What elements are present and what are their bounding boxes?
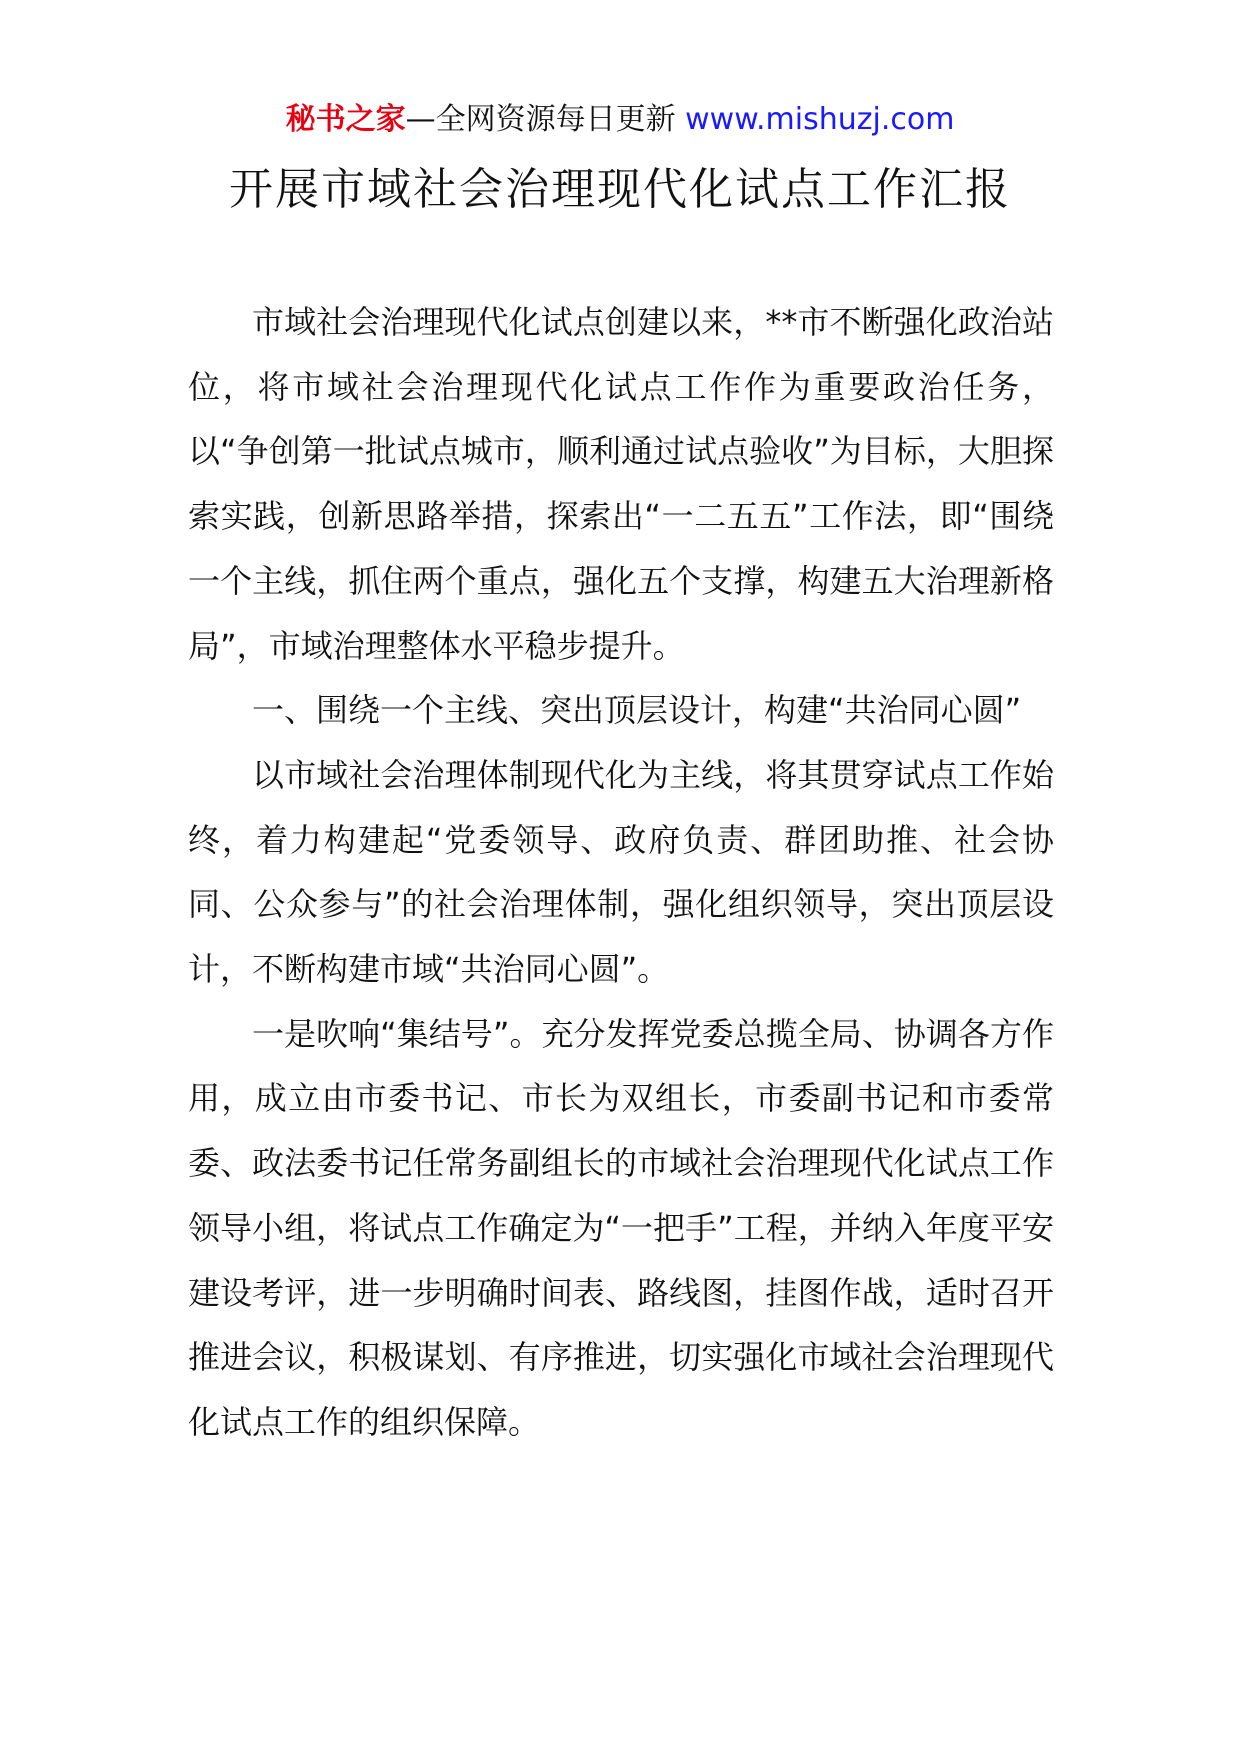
paragraph-section-1: 以市域社会治理体制现代化为主线，将其贯穿试点工作始终，着力构建起“党委领导、政府负责、群团助推、社会协同、公众参与”的社会治理体制，强化组织领导，突出顶层设计，不断构建市域“共治同心圆”。 — [188, 755, 1054, 989]
document-title: 开展市域社会治理现代化试点工作汇报 — [229, 164, 1011, 215]
header-slogan: —全网资源每日更新 — [405, 102, 676, 137]
site-header — [0, 98, 1240, 142]
document-body — [188, 290, 1054, 1455]
paragraph-intro: 市域社会治理现代化试点创建以来，**市不断强化政治站位，将市域社会治理现代化试点工作作为重要政治任务，以“争创第一批试点城市，顺利通过试点验收”为目标，大胆探索实践，创新思路举措，探索出“一二五五”工作法，即“围绕一个主线，抓住两个重点，强化五个支撑，构建五大治理新格局”，市域治理整体水平稳步提升。 — [188, 303, 1054, 665]
site-link[interactable]: www.mishuzj.com — [685, 102, 955, 137]
paragraph-point-1: 一是吹响“集结号”。充分发挥党委总揽全局、协调各方作用，成立由市委书记、市长为双组长，市委副书记和市委常委、政法委书记任常务副组长的市域社会治理现代化试点工作领导小组，将试点工作确定为“一把手”工程，并纳入年度平安建设考评，进一步明确时间表、路线图，挂图作战，适时召开推进会议，积极谋划、有序推进，切实强化市域社会治理现代化试点工作的组织保障。 — [188, 1014, 1054, 1441]
section-heading-1: 一、围绕一个主线、突出顶层设计，构建“共治同心圆” — [252, 691, 1022, 730]
brand-name: 秘书之家 — [285, 102, 406, 137]
